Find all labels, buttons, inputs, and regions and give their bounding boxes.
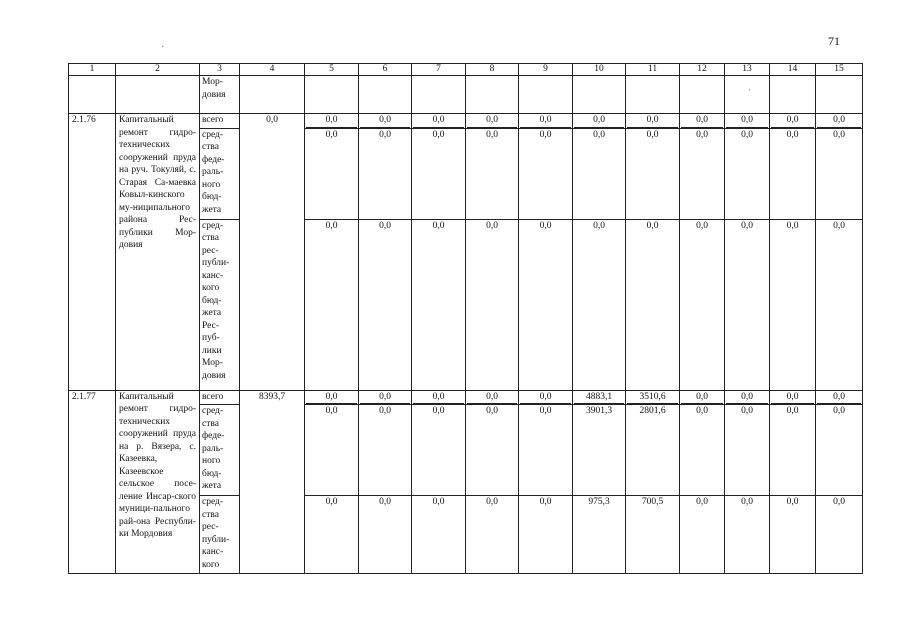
value-cell: 0,0 [305,405,359,496]
value-cell: 0,0 [519,405,573,496]
column-header: 10 [573,64,626,76]
column-header: 14 [770,64,816,76]
cont-cell [466,76,519,114]
value-cell: 0,0 [725,128,770,219]
value-cell: 0,0 [573,128,626,219]
funding-source: сред- ства рес- публи- канс- кого бюд- жета Рес- пуб- лики Мор- довия [200,219,240,390]
column-header: 9 [519,64,573,76]
value-cell: 0,0 [770,114,816,129]
value-cell: 0,0 [680,114,725,129]
value-cell: 0,0 [359,114,412,129]
value-cell: 0,0 [466,114,519,129]
value-cell: 0,0 [573,114,626,129]
cont-cell [816,76,863,114]
column-header: 12 [680,64,725,76]
value-cell: 0,0 [725,496,770,574]
value-cell: 0,0 [725,219,770,390]
continuation-row [69,76,863,114]
value-cell: 3510,6 [626,390,680,405]
value-cell: 0,0 [770,405,816,496]
budget-table [68,63,863,574]
value-cell: 2801,6 [626,405,680,496]
row-number: 2.1.76 [69,114,116,391]
column-header: 7 [412,64,466,76]
cont-cell [626,76,680,114]
cont-cell-num [69,76,116,114]
cont-cell [725,76,770,114]
funding-source: всего [200,390,240,405]
scan-speck: · [748,85,751,95]
value-cell: 0,0 [412,114,466,129]
value-cell: 0,0 [412,128,466,219]
value-cell: 0,0 [519,496,573,574]
value-cell: 0,0 [412,496,466,574]
value-cell: 0,0 [519,390,573,405]
table-row [69,114,863,129]
cont-cell [770,76,816,114]
value-cell: 0,0 [305,390,359,405]
value-cell: 0,0 [770,128,816,219]
column-header: 6 [359,64,412,76]
value-cell: 0,0 [770,496,816,574]
value-cell: 0,0 [519,128,573,219]
funding-source: сред- ства феде- раль- ного бюд- жета [200,405,240,496]
value-cell: 0,0 [816,496,863,574]
cont-cell [412,76,466,114]
value-cell: 0,0 [412,405,466,496]
object-name: Капитальный ремонт гидро-технических сооружений пруда на р. Вязера, с. Казеевка, Казеевское сельское посе-ление Инсар-ского муници-пального рай-она Республи-ки Мордовия [116,390,200,574]
column-header: 8 [466,64,519,76]
value-cell: 0,0 [359,219,412,390]
total-cost: 8393,7 [240,390,305,574]
value-cell: 0,0 [359,405,412,496]
cont-cell [680,76,725,114]
value-cell: 0,0 [626,128,680,219]
column-header: 15 [816,64,863,76]
table-body [69,64,863,574]
value-cell: 0,0 [725,405,770,496]
column-header: 4 [240,64,305,76]
value-cell: 0,0 [816,128,863,219]
value-cell: 0,0 [519,114,573,129]
value-cell: 0,0 [305,496,359,574]
cont-source-cell: Мор- довия [200,76,240,114]
value-cell: 0,0 [626,114,680,129]
value-cell: 975,3 [573,496,626,574]
value-cell: 0,0 [466,405,519,496]
value-cell: 0,0 [626,219,680,390]
value-cell: 0,0 [359,128,412,219]
value-cell: 0,0 [725,390,770,405]
funding-source: сред- ства рес- публи- канс- кого [200,496,240,574]
total-cost: 0,0 [240,114,305,391]
value-cell: 0,0 [519,219,573,390]
value-cell: 0,0 [412,390,466,405]
value-cell: 0,0 [770,219,816,390]
column-header: 3 [200,64,240,76]
value-cell: 0,0 [573,219,626,390]
value-cell: 0,0 [305,128,359,219]
column-header: 11 [626,64,680,76]
column-header: 2 [116,64,200,76]
cont-cell [573,76,626,114]
value-cell: 0,0 [305,114,359,129]
funding-source: всего [200,114,240,129]
value-cell: 0,0 [466,496,519,574]
value-cell: 0,0 [816,405,863,496]
value-cell: 0,0 [816,219,863,390]
cont-cell-name [116,76,200,114]
column-header: 13 [725,64,770,76]
value-cell: 0,0 [816,114,863,129]
value-cell: 0,0 [725,114,770,129]
scan-speck: · [161,42,165,53]
value-cell: 0,0 [359,496,412,574]
column-header: 5 [305,64,359,76]
cont-cell [305,76,359,114]
cont-cell [359,76,412,114]
cont-cell [240,76,305,114]
cont-cell [519,76,573,114]
value-cell: 0,0 [305,219,359,390]
value-cell: 0,0 [816,390,863,405]
value-cell: 0,0 [680,496,725,574]
header-row [69,64,863,76]
value-cell: 0,0 [770,390,816,405]
value-cell: 0,0 [466,219,519,390]
object-name: Капитальный ремонт гидро-технических сооружений пруда на руч. Токуляй, с. Старая Са-маевка Ковыл-кинского му-ниципального района Рес-публики Мор-довия [116,114,200,391]
value-cell: 0,0 [412,219,466,390]
table-row [69,390,863,405]
value-cell: 3901,3 [573,405,626,496]
page-number: 71 [828,34,840,48]
value-cell: 0,0 [359,390,412,405]
value-cell: 4883,1 [573,390,626,405]
row-number: 2.1.77 [69,390,116,574]
value-cell: 0,0 [466,128,519,219]
funding-source: сред- ства феде- раль- ного бюд- жета [200,128,240,219]
value-cell: 0,0 [466,390,519,405]
value-cell: 0,0 [680,390,725,405]
value-cell: 700,5 [626,496,680,574]
column-header: 1 [69,64,116,76]
value-cell: 0,0 [680,219,725,390]
value-cell: 0,0 [680,128,725,219]
value-cell: 0,0 [680,405,725,496]
